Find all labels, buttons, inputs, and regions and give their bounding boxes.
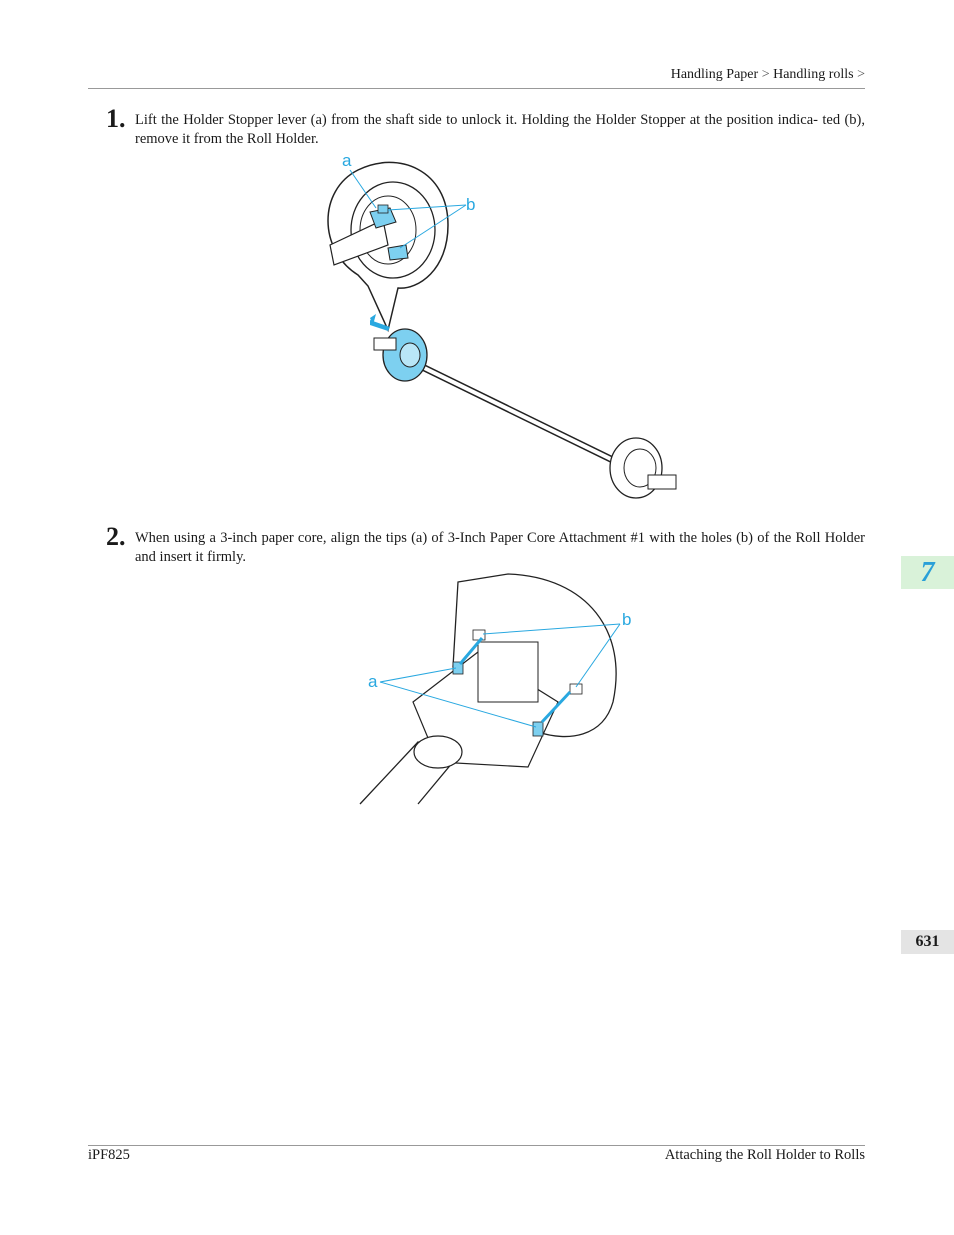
footer-divider bbox=[88, 1145, 865, 1146]
footer-section-title: Attaching the Roll Holder to Rolls bbox=[664, 1147, 865, 1163]
step-2-number: 2. bbox=[106, 522, 126, 551]
attachment-tip bbox=[533, 722, 543, 736]
page-number-tab: 631 bbox=[901, 930, 954, 954]
chapter-tab[interactable]: 7 bbox=[901, 556, 954, 589]
header-divider bbox=[88, 88, 865, 89]
breadcrumb-item-handling-paper[interactable]: Handling Paper bbox=[670, 67, 759, 82]
step-1-text: Lift the Holder Stopper lever (a) from the shaft side to unlock it. Holding the Holder Stopper at the position indica- ted (b), remove it from the Roll Holder. bbox=[135, 112, 865, 147]
figure-2-label-b: b bbox=[622, 610, 632, 629]
breadcrumb bbox=[671, 67, 865, 83]
step-2-text: When using a 3-inch paper core, align the tips (a) of 3-Inch Paper Core Attachment #1 with the holes (b) of the Roll Holder and insert it firmly. bbox=[135, 530, 865, 565]
figure-remove-holder-stopper bbox=[318, 150, 688, 505]
step-1-number: 1. bbox=[106, 104, 126, 133]
breadcrumb-separator: > bbox=[761, 67, 770, 82]
figure-1-label-b: b bbox=[466, 195, 476, 214]
footer-model: iPF825 bbox=[88, 1147, 130, 1163]
figure-2-label-a: a bbox=[368, 672, 378, 691]
breadcrumb-item-handling-rolls[interactable]: Handling rolls bbox=[773, 67, 854, 82]
figure-1-label-a: a bbox=[342, 151, 352, 170]
figure-insert-core-attachment bbox=[358, 572, 648, 807]
breadcrumb-separator: > bbox=[857, 67, 865, 82]
